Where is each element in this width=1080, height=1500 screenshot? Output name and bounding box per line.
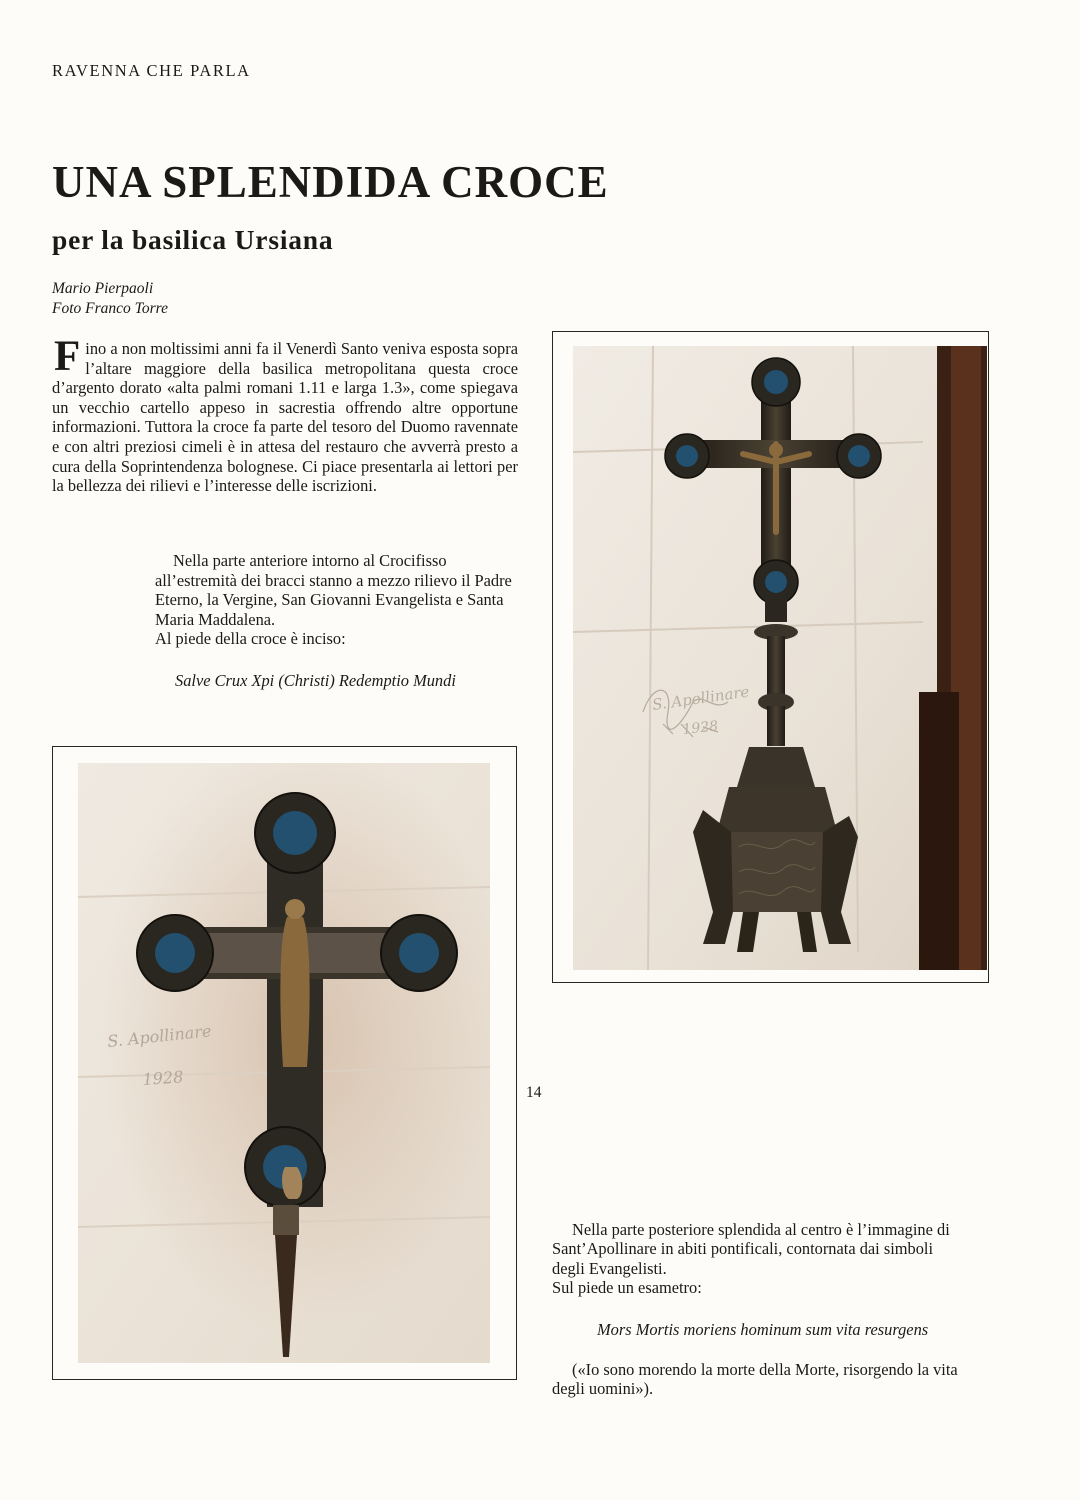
pencil-note-line-1: S. Apollinare: [651, 682, 751, 714]
pencil-note-back-line-1: S. Apollinare: [106, 1021, 213, 1051]
running-head: RAVENNA CHE PARLA: [52, 61, 251, 80]
back-inscription: Mors Mortis moriens hominum sum vita resurgens: [597, 1320, 929, 1339]
translation-text: («Io sono morendo la morte della Morte, risorgendo la vita degli uomini»).: [552, 1360, 958, 1399]
pencil-note-back-line-2: 1928: [141, 1067, 184, 1089]
drop-cap: F: [54, 333, 81, 380]
photo-cross-standing: [552, 331, 989, 983]
article-subtitle: per la basilica Ursiana: [52, 224, 334, 255]
photo-cross-back: [52, 746, 517, 1380]
translation: [552, 1360, 972, 1399]
photo-cross-back-image: [53, 747, 515, 1378]
front-foot: Al piede della croce è inciso:: [155, 629, 346, 649]
intro-paragraph: [52, 333, 518, 496]
front-inscription: Salve Crux Xpi (Christi) Redemptio Mundi: [175, 671, 456, 690]
back-foot: Sul piede un esametro:: [552, 1278, 702, 1298]
article-title: UNA SPLENDIDA CROCE: [52, 157, 609, 207]
byline: [52, 279, 168, 319]
back-description: [552, 1220, 952, 1298]
photo-credit: Foto Franco Torre: [52, 300, 168, 317]
front-description: [155, 551, 525, 649]
intro-text: ino a non moltissimi anni fa il Venerdì Santo veniva esposta sopra l’altare maggiore della basilica metropolitana questa croce d’argento dorato «alta palmi romani 1.11 e larga 1.3», come spiegava un vecchio cartello appeso in sacrestia offrendo altre opportune informazioni. Tuttora la croce fa parte del tesoro del Duomo ravennate e con altri preziosi cimeli è in attesa del restauro che avverrà presto a cura della Soprintendenza bolognese. Ci piace presentarla ai lettori per la bellezza dei rilievi e l’interesse delle iscrizioni.: [52, 339, 518, 496]
author: Mario Pierpaoli: [52, 280, 154, 297]
pencil-note-line-2: 1928: [681, 718, 719, 738]
photo-cross-standing-image: [553, 332, 987, 981]
page-number: 14: [526, 1084, 542, 1101]
front-text: Nella parte anteriore intorno al Crocifisso all’estremità dei bracci stanno a mezzo rilievo il Padre Eterno, la Vergine, San Giovanni Evangelista e Santa Maria Maddalena.: [155, 551, 512, 629]
back-text: Nella parte posteriore splendida al centro è l’immagine di Sant’Apollinare in abiti pontificali, contornata dai simboli degli Evangelisti.: [552, 1220, 950, 1278]
